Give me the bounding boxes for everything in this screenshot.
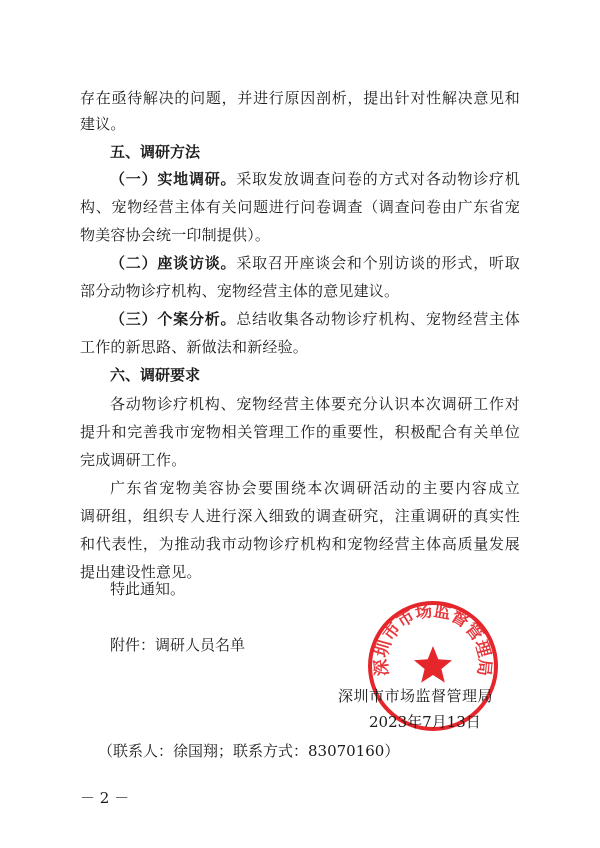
seal-star-icon bbox=[414, 646, 452, 683]
closing-text: 特此通知。 bbox=[110, 580, 186, 598]
intro-line-1: 存在亟待解决的问题，并进行原因剖析，提出针对性解决意见和 bbox=[80, 89, 520, 107]
section-5-title: 五、调研方法 bbox=[110, 143, 201, 161]
item-3-label: （三）个案分析。 bbox=[110, 310, 237, 328]
item-2-label: （二）座谈访谈。 bbox=[110, 254, 237, 272]
intro-line-2: 建议。 bbox=[80, 115, 126, 133]
s6-p2-line-2: 调研组，组织专人进行深入细致的调查研究，注重调研的真实性 bbox=[80, 507, 520, 525]
contact-info: （联系人：徐国翔；联系方式：83070160） bbox=[98, 742, 400, 760]
issuer-name: 深圳市市场监督管理局 bbox=[338, 687, 494, 705]
item-1-line-2: 构、宠物经营主体有关问题进行问卷调查（调查问卷由广东省宠 bbox=[80, 198, 520, 216]
section-6-title: 六、调研要求 bbox=[110, 366, 201, 384]
s6-p1-line-3: 完成调研工作。 bbox=[80, 451, 187, 469]
item-2-line-1-text: 采取召开座谈会和个别访谈的形式，听取 bbox=[236, 254, 520, 272]
attachment-text: 附件：调研人员名单 bbox=[110, 636, 246, 654]
item-2-line-1 bbox=[110, 251, 520, 275]
s6-p1-line-1: 各动物诊疗机构、宠物经营主体要充分认识本次调研工作对 bbox=[110, 395, 520, 413]
s6-p1-line-2: 提升和完善我市宠物相关管理工作的重要性，积极配合有关单位 bbox=[80, 423, 520, 441]
item-1-line-3: 物美容协会统一印制提供）。 bbox=[80, 226, 271, 244]
item-1-label: （一）实地调研。 bbox=[110, 170, 237, 188]
s6-p2-line-4: 提出建设性意见。 bbox=[80, 563, 202, 581]
seal-arc-text: 深圳市市场监督管理局 bbox=[371, 601, 495, 677]
item-3-line-1-text: 总结收集各动物诊疗机构、宠物经营主体 bbox=[236, 310, 520, 328]
item-3-line-1 bbox=[110, 307, 520, 331]
item-1-line-1-text: 采取发放调查问卷的方式对各动物诊疗机 bbox=[236, 170, 520, 188]
item-1-line-1 bbox=[110, 167, 520, 191]
page-number: － 2 － bbox=[80, 789, 130, 807]
s6-p2-line-1: 广东省宠物美容协会要围绕本次调研活动的主要内容成立 bbox=[110, 479, 520, 497]
item-3-line-2: 工作的新思路、新做法和新经验。 bbox=[80, 338, 309, 356]
s6-p2-line-3: 和代表性，为推动我市动物诊疗机构和宠物经营主体高质量发展 bbox=[80, 535, 520, 553]
issue-date: 2023年7月13日 bbox=[369, 713, 481, 731]
item-2-line-2: 部分动物诊疗机构、宠物经营主体的意见建议。 bbox=[80, 282, 400, 300]
